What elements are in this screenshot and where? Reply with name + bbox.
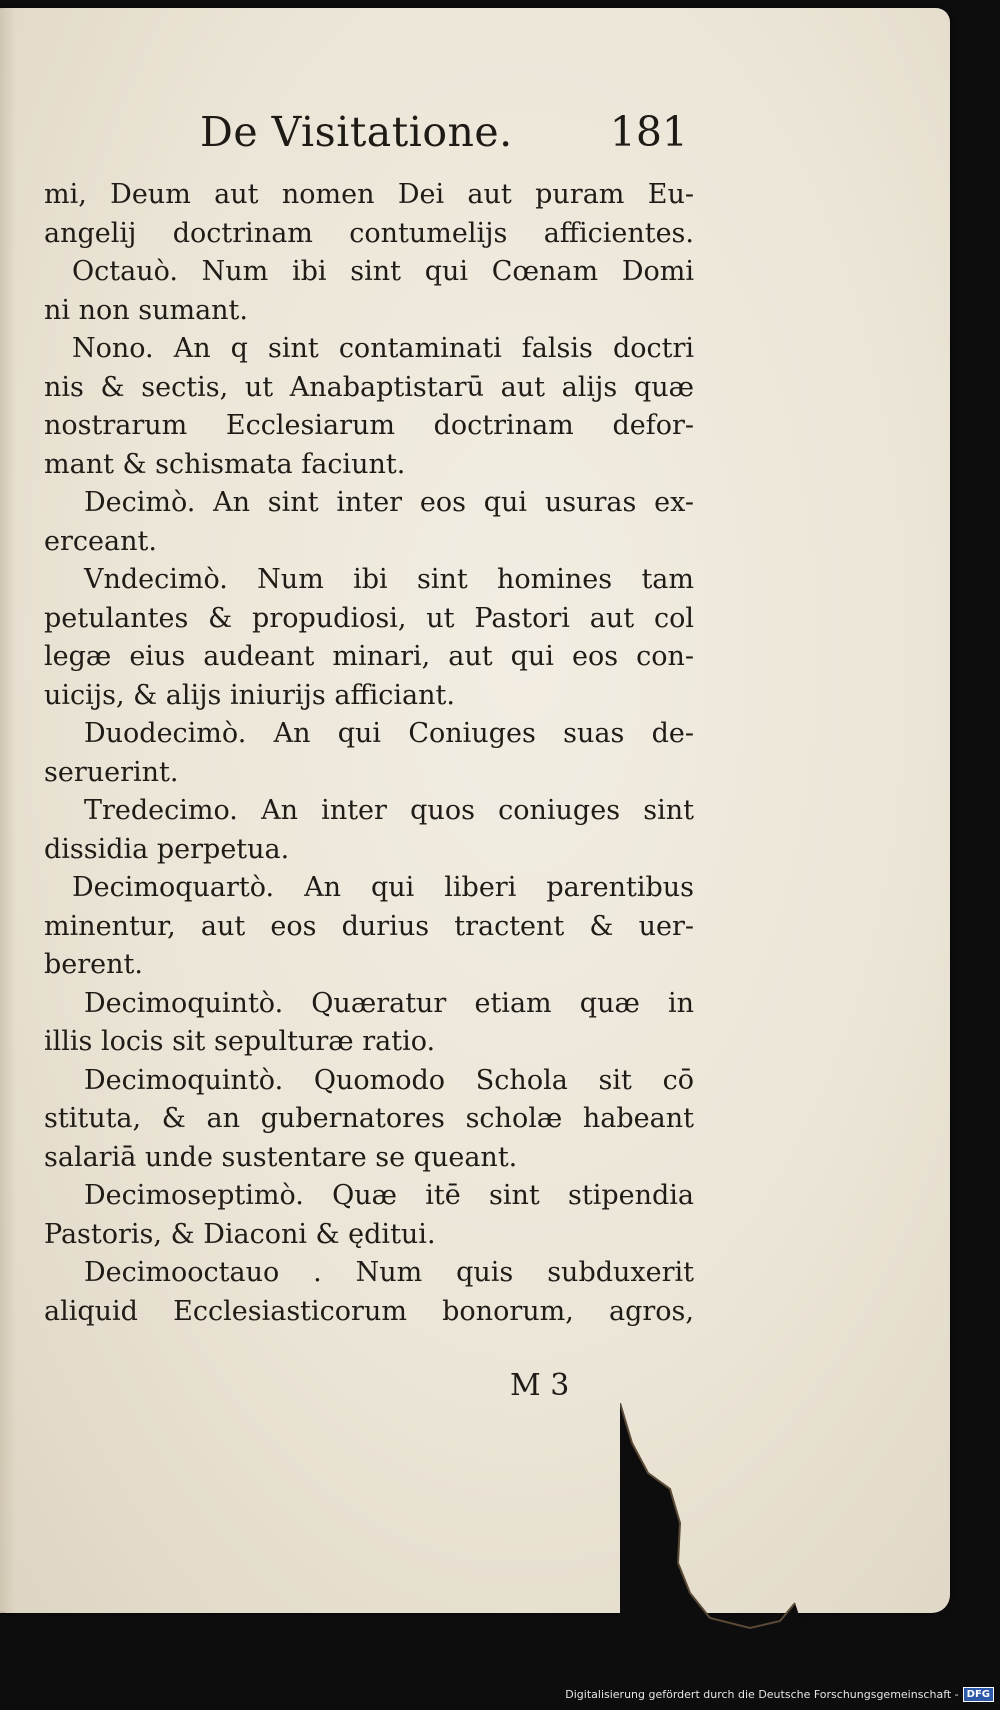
text-line: erceant. — [44, 525, 157, 557]
text-line: Decimoseptimò. Quæ itē sint stipendia — [84, 1180, 694, 1211]
text-line: ni non sumant. — [44, 294, 248, 326]
text-line: petulantes & propudiosi, ut Pastori aut col — [44, 602, 694, 634]
book-page — [0, 8, 950, 1613]
text-line: illis locis sit sepulturæ ratio. — [44, 1026, 436, 1057]
text-line: berent. — [44, 949, 143, 980]
running-title: De Visitatione. — [200, 108, 513, 156]
signature-mark: M 3 — [510, 1368, 570, 1403]
credit-text: Digitalisierung gefördert durch die Deutsche Forschungsgemeinschaft - — [565, 1688, 959, 1701]
text-line: Decimoquartò. An qui liberi parentibus — [72, 872, 694, 903]
text-line: minentur, aut eos durius tractent & uer- — [44, 910, 694, 942]
text-line: nis & sectis, ut Anabaptistarū aut alijs quæ — [44, 371, 694, 403]
page-number: 181 — [609, 108, 688, 156]
text-line: salariā unde sustentare se queant. — [44, 1141, 518, 1173]
text-line: seruerint. — [44, 756, 179, 788]
text-line: Nono. An q sint contaminati falsis doctri — [72, 333, 694, 364]
text-line: mi, Deum aut nomen Dei aut puram Eu- — [44, 179, 694, 210]
text-line: Decimoquintò. Quæratur etiam quæ in — [84, 987, 694, 1019]
dfg-logo: DFG — [963, 1687, 994, 1702]
text-line: dissidia perpetua. — [44, 833, 290, 865]
page-gutter-shadow — [0, 8, 16, 1613]
text-line: angelij doctrinam contumelijs afficientes. — [44, 217, 694, 249]
text-line: Decimoquintò. Quomodo Schola sit cō — [84, 1064, 694, 1096]
text-line: Decimò. An sint inter eos qui usuras ex- — [84, 487, 694, 518]
text-line: Decimooctauo . Num quis subduxerit — [84, 1257, 694, 1288]
text-line: Tredecimo. An inter quos coniuges sint — [84, 795, 694, 826]
text-line: legæ eius audeant minari, aut qui eos con- — [44, 641, 694, 672]
text-line: Pastoris, & Diaconi & ęditui. — [44, 1218, 436, 1250]
torn-paper-damage — [620, 1403, 810, 1633]
digitization-credit — [565, 1687, 994, 1702]
page-header — [200, 108, 688, 168]
text-line: Vndecimò. Num ibi sint homines tam — [84, 564, 694, 595]
text-line: stituta, & an gubernatores scholæ habeant — [44, 1103, 694, 1134]
text-line: Duodecimò. An qui Coniuges suas de- — [84, 718, 694, 749]
text-line: mant & schismata faciunt. — [44, 448, 406, 480]
text-line: Octauò. Num ibi sint qui Cœnam Domi — [72, 256, 694, 287]
text-line: nostrarum Ecclesiarum doctrinam defor- — [44, 410, 694, 441]
body-text — [44, 176, 694, 1331]
text-line: aliquid Ecclesiasticorum bonorum, agros, — [44, 1295, 694, 1327]
text-line: uicijs, & alijs iniurijs afficiant. — [44, 679, 455, 711]
